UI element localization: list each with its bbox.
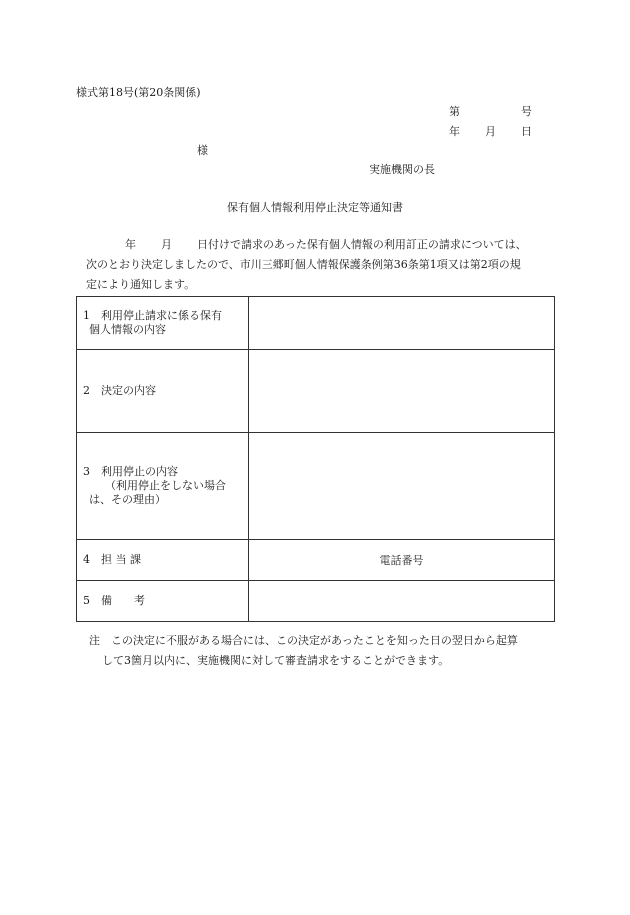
body-line-1: 日付けで請求のあった保有個人情報の利用訂正の請求については、 bbox=[197, 238, 527, 251]
addressee-suffix: 様 bbox=[197, 144, 208, 157]
row-3-label-line-3: は、その理由） bbox=[89, 493, 166, 506]
date-month-label: 月 bbox=[485, 125, 496, 138]
row-5-value[interactable] bbox=[249, 581, 555, 622]
doc-number-prefix: 第 bbox=[449, 105, 460, 118]
row-1-label bbox=[77, 297, 249, 350]
decision-table bbox=[76, 296, 555, 622]
row-1-label-line-2: 個人情報の内容 bbox=[89, 323, 166, 336]
table-row bbox=[77, 297, 555, 350]
issuer: 実施機関の長 bbox=[369, 163, 435, 176]
row-3-label bbox=[77, 433, 249, 540]
row-3-label-line-2: （利用停止をしない場合 bbox=[105, 479, 226, 492]
table-row bbox=[77, 350, 555, 433]
body-line-3: 定により通知します。 bbox=[86, 278, 196, 291]
body-line-2: 次のとおり決定しましたので、市川三郷町個人情報保護条例第36条第1項又は第2項の規 bbox=[86, 258, 521, 271]
row-4-phone-label: 電話番号 bbox=[249, 540, 555, 581]
row-5-label: 5 備 考 bbox=[77, 581, 249, 622]
row-4-label: 4 担 当 課 bbox=[77, 540, 249, 581]
note-line-1: 注 この決定に不服がある場合には、この決定があったことを知った日の翌日から起算 bbox=[89, 634, 518, 647]
table-row bbox=[77, 433, 555, 540]
row-3-label-line-1: 3 利用停止の内容 bbox=[83, 465, 178, 478]
body-date-month: 月 bbox=[161, 238, 172, 251]
row-2-label: 2 決定の内容 bbox=[77, 350, 249, 433]
doc-number-suffix: 号 bbox=[521, 105, 532, 118]
table-row bbox=[77, 581, 555, 622]
date-year-label: 年 bbox=[449, 125, 460, 138]
table-row bbox=[77, 540, 555, 581]
note-line-2: して3箇月以内に、実施機関に対して審査請求をすることができます。 bbox=[102, 654, 450, 667]
body-date-year: 年 bbox=[125, 238, 136, 251]
row-1-value[interactable] bbox=[249, 297, 555, 350]
row-1-label-line-1: 1 利用停止請求に係る保有 bbox=[83, 309, 222, 322]
document-title: 保有個人情報利用停止決定等通知書 bbox=[227, 201, 403, 214]
form-number: 様式第18号(第20条関係) bbox=[76, 86, 201, 99]
row-2-value[interactable] bbox=[249, 350, 555, 433]
date-day-label: 日 bbox=[521, 125, 532, 138]
row-3-value[interactable] bbox=[249, 433, 555, 540]
